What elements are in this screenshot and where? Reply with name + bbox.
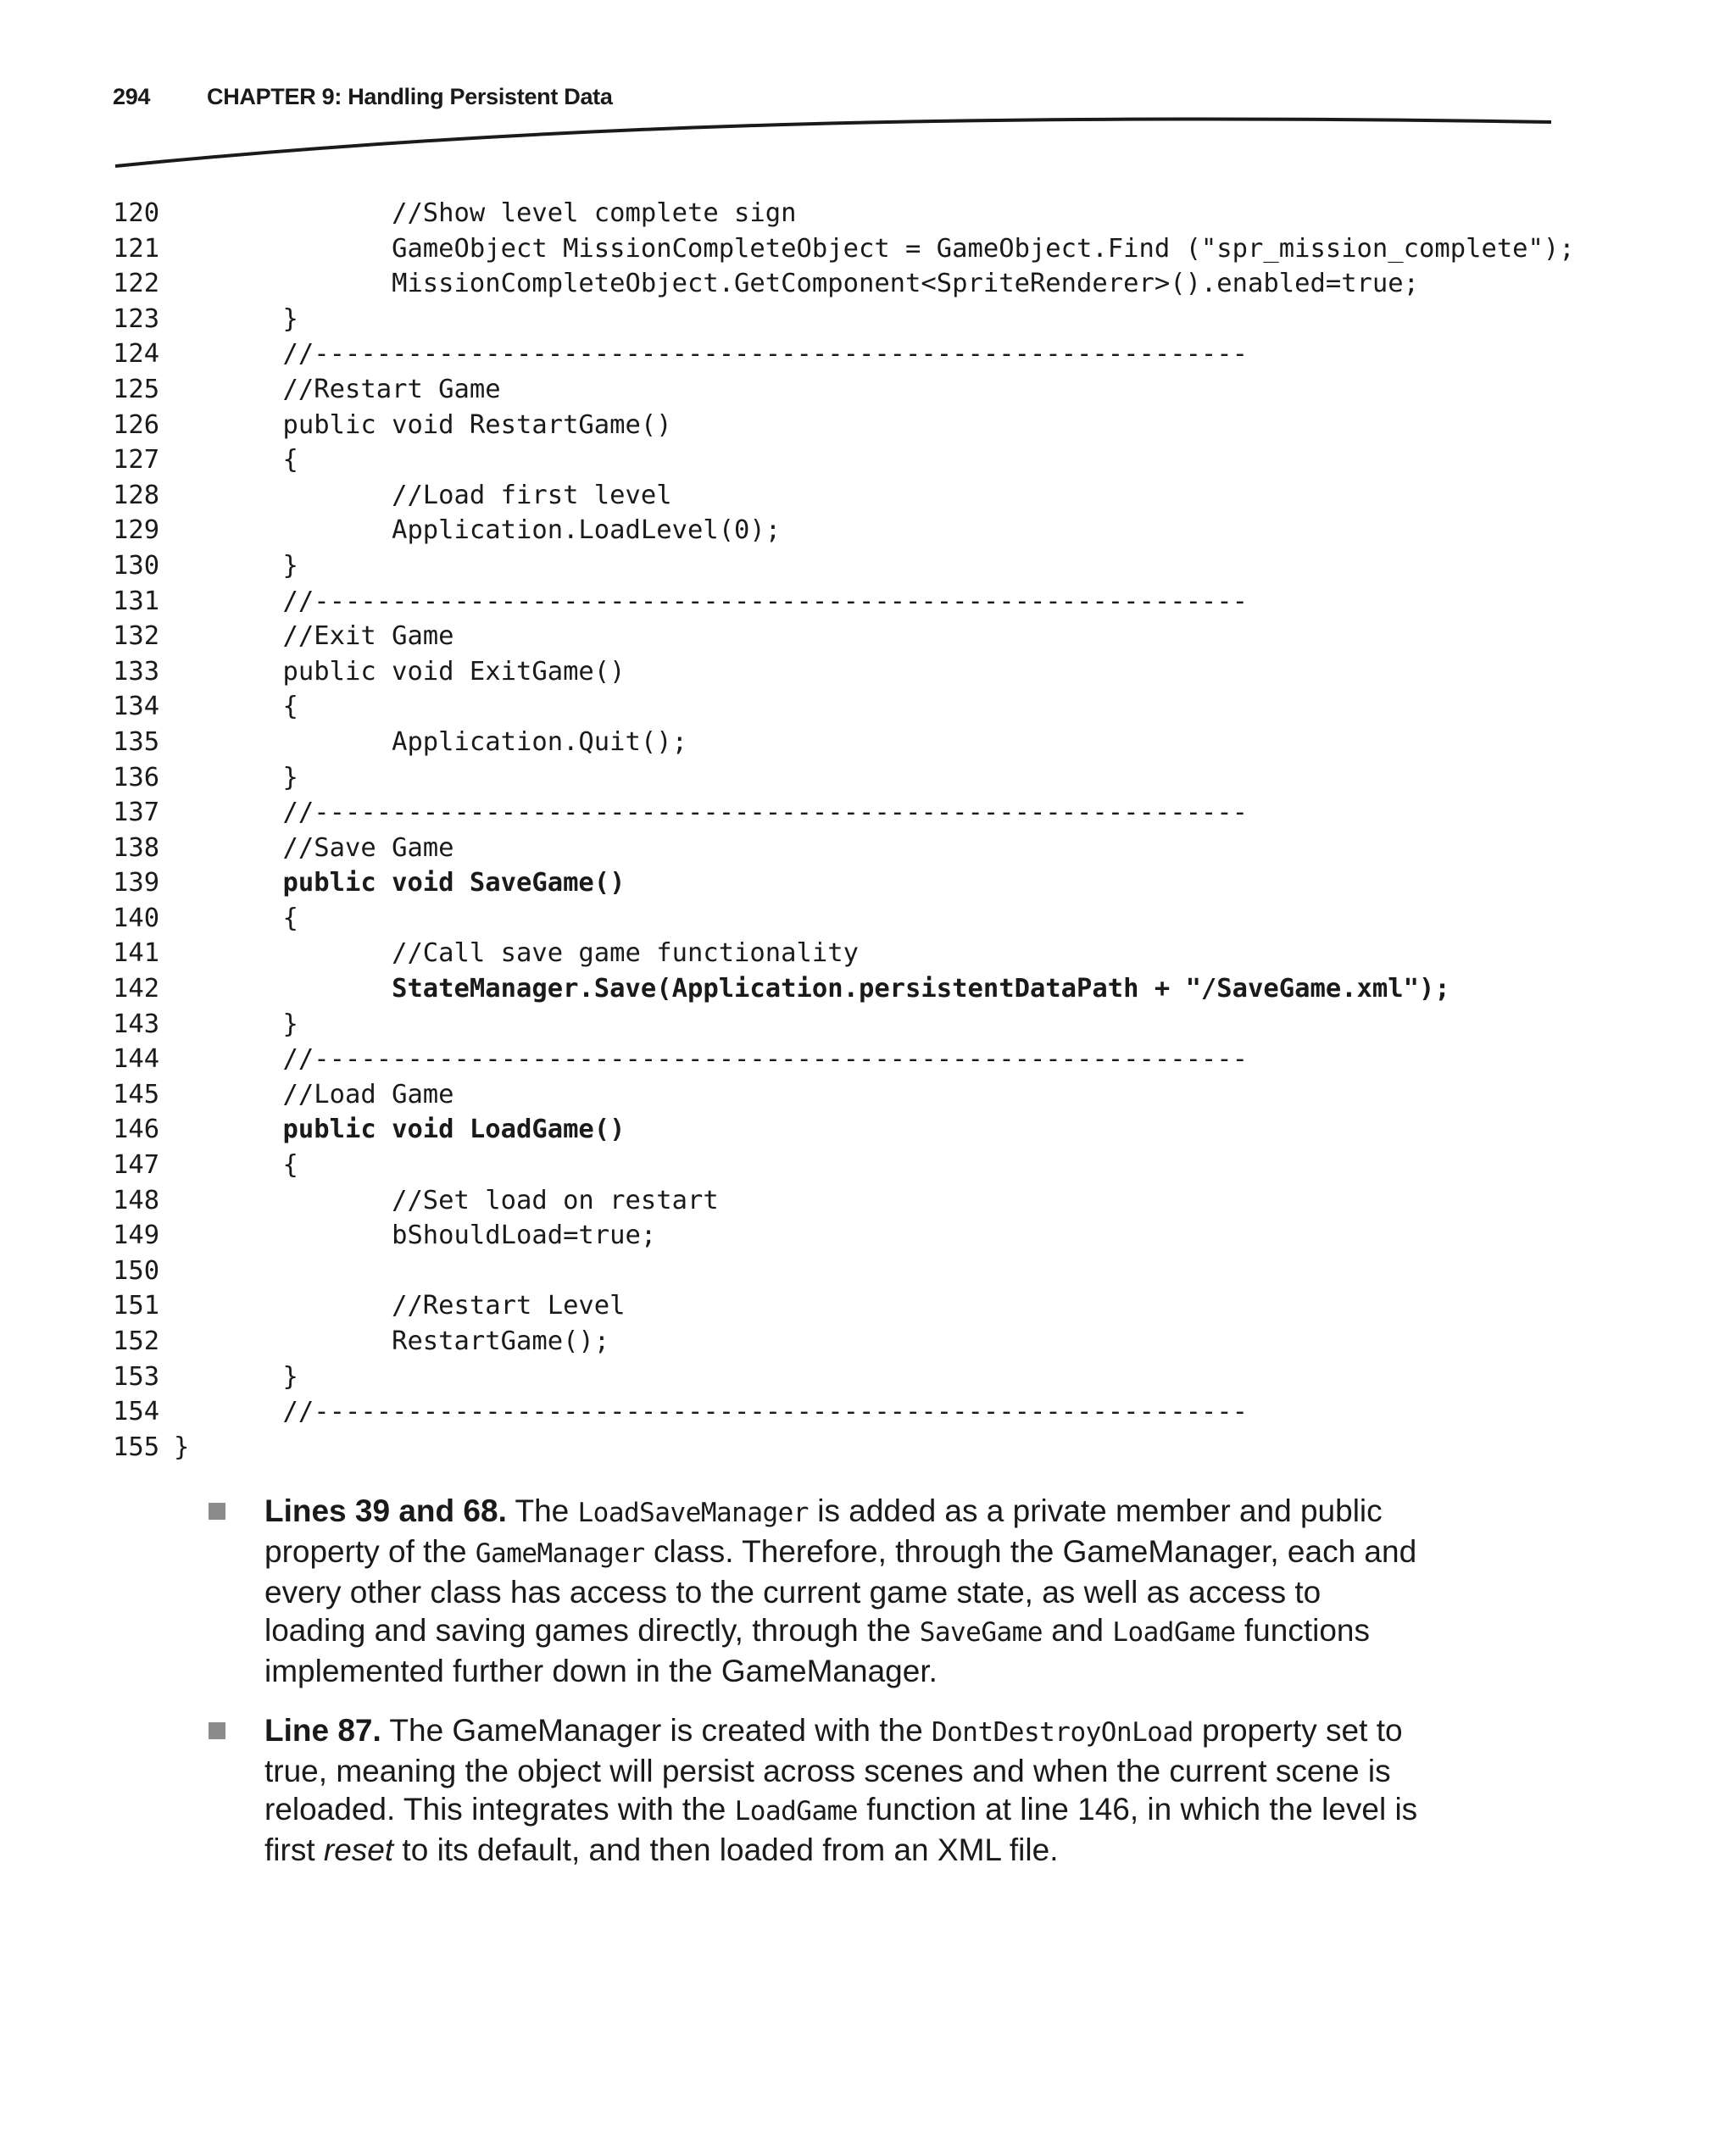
chapter-title: CHAPTER 9: Handling Persistent Data — [207, 83, 613, 109]
line-code: //------------------------------------------------------------ — [174, 798, 1249, 828]
code-line — [113, 442, 1575, 478]
line-code: //Save Game — [174, 832, 454, 863]
line-number: 130 — [113, 550, 160, 581]
code-line — [113, 1042, 1575, 1077]
line-code: { — [174, 445, 298, 475]
line-code: //Call save game functionality — [174, 938, 859, 969]
code-line — [113, 936, 1575, 971]
bullet-text: is added as a private member and public property of the — [264, 1493, 1383, 1569]
line-code: StateManager.Save(Application.persistentDataPath + "/SaveGame.xml"); — [174, 974, 1450, 1004]
bullet-text: to its default, and then loaded from an XML file. — [393, 1832, 1059, 1867]
code-line — [113, 372, 1575, 408]
line-code: } — [174, 1009, 298, 1039]
line-number: 141 — [113, 938, 160, 969]
line-code: //Show level complete sign — [174, 198, 797, 228]
bullet-item — [209, 1492, 1429, 1690]
bullet-text: The — [506, 1493, 578, 1528]
code-line — [113, 1360, 1575, 1395]
code-line — [113, 1183, 1575, 1219]
line-number: 140 — [113, 903, 160, 933]
code-line — [113, 1288, 1575, 1324]
line-number: 142 — [113, 974, 160, 1004]
line-code: } — [174, 1361, 298, 1392]
line-code: public void RestartGame() — [174, 409, 672, 440]
line-number: 147 — [113, 1150, 160, 1181]
line-code: { — [174, 692, 298, 722]
bullet-list — [209, 1492, 1429, 1890]
line-number: 134 — [113, 692, 160, 722]
line-code: RestartGame(); — [174, 1326, 610, 1356]
line-code: public void ExitGame() — [174, 656, 626, 687]
code-line — [113, 302, 1575, 337]
line-code: //Set load on restart — [174, 1185, 719, 1215]
line-code: //Load Game — [174, 1079, 454, 1109]
line-code: //------------------------------------------------------------ — [174, 1397, 1249, 1427]
line-number: 150 — [113, 1255, 160, 1286]
code-line — [113, 831, 1575, 866]
line-number: 153 — [113, 1361, 160, 1392]
line-number: 136 — [113, 762, 160, 792]
emphasis-text: reset — [323, 1832, 394, 1867]
line-number: 121 — [113, 233, 160, 264]
bullet-text: and — [1043, 1613, 1113, 1648]
line-code: MissionCompleteObject.GetComponent<SpriteRenderer>().enabled=true; — [174, 269, 1420, 299]
code-line — [113, 725, 1575, 760]
line-number: 144 — [113, 1044, 160, 1075]
line-code: //------------------------------------------------------------ — [174, 339, 1249, 370]
line-number: 129 — [113, 515, 160, 546]
inline-code: DontDestroyOnLoad — [931, 1717, 1194, 1748]
code-line — [113, 901, 1575, 937]
code-line — [113, 689, 1575, 725]
bullet-text: The GameManager is created with the — [381, 1713, 932, 1748]
line-code: } — [174, 1432, 190, 1462]
code-line — [113, 1254, 1575, 1289]
code-line — [113, 1148, 1575, 1183]
code-line — [113, 971, 1575, 1007]
line-number: 149 — [113, 1221, 160, 1251]
line-code: //Restart Game — [174, 374, 501, 404]
code-line — [113, 865, 1575, 901]
line-code: //Exit Game — [174, 621, 454, 652]
line-code: public void LoadGame() — [174, 1115, 626, 1145]
line-code: } — [174, 303, 298, 334]
inline-code: GameManager — [475, 1538, 645, 1569]
code-line — [113, 231, 1575, 267]
line-number: 151 — [113, 1291, 160, 1321]
code-line — [113, 336, 1575, 372]
line-code: public void SaveGame() — [174, 868, 626, 898]
line-number: 126 — [113, 409, 160, 440]
inline-code: LoadGame — [1112, 1617, 1236, 1648]
code-line — [113, 548, 1575, 584]
bullet-square-icon — [209, 1722, 225, 1739]
page-number: 294 — [113, 83, 151, 109]
line-number: 131 — [113, 586, 160, 616]
bullet-square-icon — [209, 1503, 225, 1520]
line-code: //------------------------------------------------------------ — [174, 1044, 1249, 1075]
bullet-text: functions implemented further down in the GameManager. — [264, 1613, 1370, 1688]
code-line — [113, 1324, 1575, 1360]
page-header — [113, 80, 613, 114]
code-line — [113, 584, 1575, 620]
code-line — [113, 760, 1575, 796]
code-line — [113, 408, 1575, 443]
line-number: 132 — [113, 621, 160, 652]
code-listing — [113, 196, 1575, 1465]
code-line — [113, 1077, 1575, 1113]
bullet-text: class. Therefore, through the GameManager, each and every other class has access to the current game state, as well as access to loading and saving games directly, through the — [264, 1534, 1417, 1648]
line-code: { — [174, 1150, 298, 1181]
line-number: 122 — [113, 269, 160, 299]
line-number: 123 — [113, 303, 160, 334]
line-code: //------------------------------------------------------------ — [174, 586, 1249, 616]
line-code: { — [174, 903, 298, 933]
line-number: 145 — [113, 1079, 160, 1109]
bullet-lead: Line 87. — [264, 1713, 381, 1748]
code-line — [113, 266, 1575, 302]
line-number: 135 — [113, 726, 160, 757]
inline-code: SaveGame — [919, 1617, 1043, 1648]
bullet-text: property set to true, meaning the object will persist across scenes and when the current scene is reloaded. This integrates with the — [264, 1713, 1403, 1827]
inline-code: LoadGame — [734, 1796, 858, 1827]
code-line — [113, 478, 1575, 514]
line-code: //Restart Level — [174, 1291, 626, 1321]
line-code: Application.LoadLevel(0); — [174, 515, 782, 546]
line-number: 133 — [113, 656, 160, 687]
line-number: 152 — [113, 1326, 160, 1356]
line-number: 148 — [113, 1185, 160, 1215]
line-number: 138 — [113, 832, 160, 863]
code-line — [113, 1112, 1575, 1148]
line-code: //Load first level — [174, 480, 672, 510]
code-line — [113, 654, 1575, 690]
line-code: } — [174, 762, 298, 792]
line-number: 128 — [113, 480, 160, 510]
line-code: Application.Quit(); — [174, 726, 687, 757]
line-number: 125 — [113, 374, 160, 404]
inline-code: LoadSaveManager — [577, 1498, 809, 1528]
line-number: 137 — [113, 798, 160, 828]
line-number: 127 — [113, 445, 160, 475]
bullet-text: function at line 146, in which the level is first — [264, 1792, 1418, 1867]
code-line — [113, 619, 1575, 654]
line-number: 120 — [113, 198, 160, 228]
code-line — [113, 1218, 1575, 1254]
code-line — [113, 513, 1575, 548]
line-number: 154 — [113, 1397, 160, 1427]
line-number: 139 — [113, 868, 160, 898]
line-code: bShouldLoad=true; — [174, 1221, 657, 1251]
line-code: } — [174, 550, 298, 581]
bullet-item — [209, 1711, 1429, 1869]
code-line — [113, 1007, 1575, 1043]
line-number: 124 — [113, 339, 160, 370]
code-line — [113, 795, 1575, 831]
line-number: 146 — [113, 1115, 160, 1145]
line-number: 143 — [113, 1009, 160, 1039]
code-line — [113, 1394, 1575, 1430]
bullet-lead: Lines 39 and 68. — [264, 1493, 507, 1528]
line-number: 155 — [113, 1432, 160, 1462]
code-line — [113, 196, 1575, 231]
line-code: GameObject MissionCompleteObject = GameObject.Find ("spr_mission_complete"); — [174, 233, 1575, 264]
code-line — [113, 1430, 1575, 1465]
